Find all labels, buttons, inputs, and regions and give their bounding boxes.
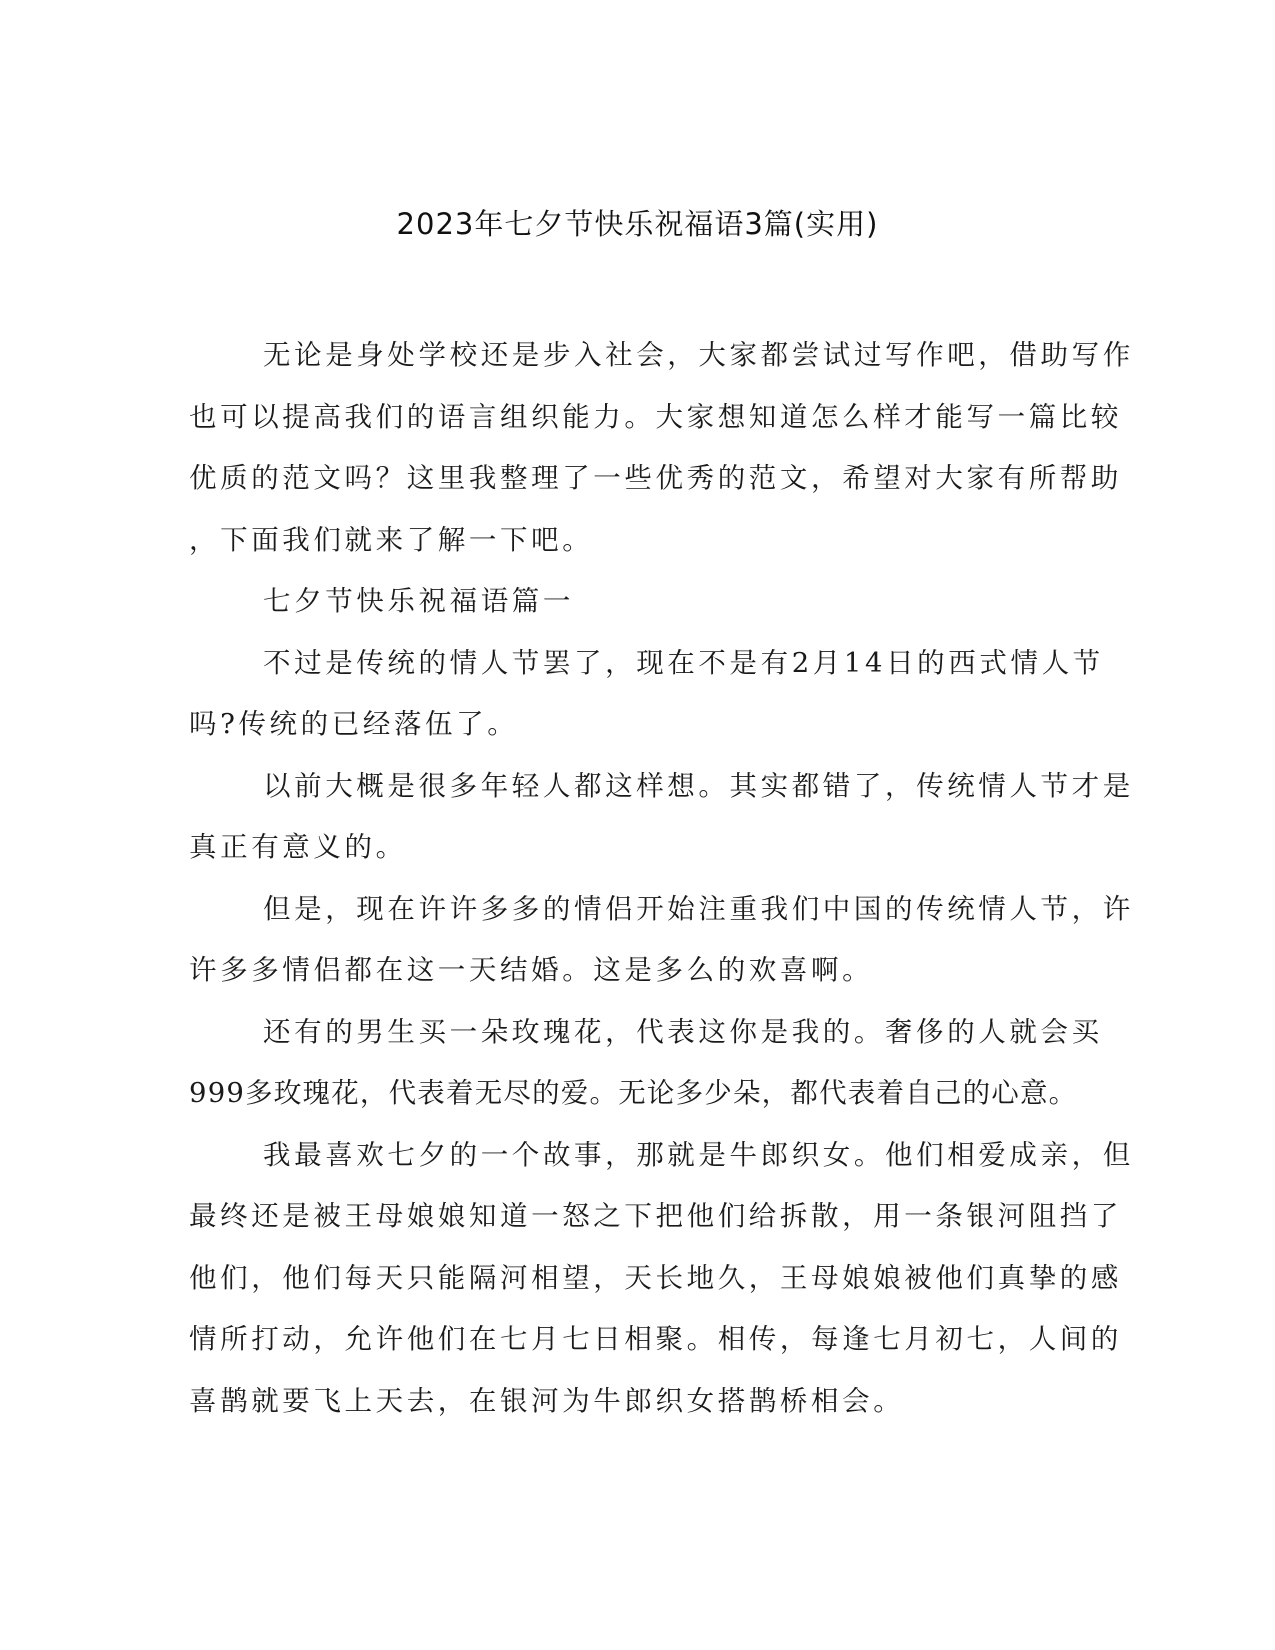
body-line: 吗?传统的已经落伍了。 (189, 708, 519, 740)
body-line: 许多多情侣都在这一天结婚。这是多么的欢喜啊。 (189, 954, 874, 986)
body-line: 喜鹊就要飞上天去，在银河为牛郎织女搭鹊桥相会。 (189, 1384, 905, 1417)
body-line: 我最喜欢七夕的一个故事，那就是牛郎织女。他们相爱成亲，但 (263, 1138, 1134, 1171)
body-line: 还有的男生买一朵玫瑰花，代表这你是我的。奢侈的人就会买 (263, 1015, 1103, 1048)
body-line: 但是，现在许许多多的情侣开始注重我们中国的传统情人节，许 (263, 892, 1134, 925)
body-line: 999多玫瑰花，代表着无尽的爱。无论多少朵，都代表着自己的心意。 (189, 1077, 1078, 1109)
body-line: 真正有意义的。 (189, 831, 407, 863)
body-line: 也可以提高我们的语言组织能力。大家想知道怎么样才能写一篇比较 (189, 400, 1122, 433)
section-heading: 七夕节快乐祝福语篇一 (263, 585, 574, 617)
body-line: 最终还是被王母娘娘知道一怒之下把他们给拆散，用一条银河阻挡了 (189, 1200, 1122, 1232)
body-line: 以前大概是很多年轻人都这样想。其实都错了，传统情人节才是 (263, 769, 1134, 802)
body-line: 不过是传统的情人节罢了，现在不是有2月14日的西式情人节 (263, 646, 1104, 679)
body-line: 无论是身处学校还是步入社会，大家都尝试过写作吧，借助写作 (263, 339, 1134, 371)
body-line: 他们，他们每天只能隔河相望，天长地久，王母娘娘被他们真挚的感 (189, 1261, 1122, 1294)
document-body (189, 325, 1134, 1432)
body-line: 优质的范文吗？这里我整理了一些优秀的范文，希望对大家有所帮助 (189, 462, 1122, 494)
body-line: ，下面我们就来了解一下吧。 (189, 523, 594, 556)
document-title: 2023年七夕节快乐祝福语3篇(实用) (396, 207, 879, 241)
body-line: 情所打动，允许他们在七月七日相聚。相传，每逢七月初七，人间的 (189, 1323, 1122, 1355)
